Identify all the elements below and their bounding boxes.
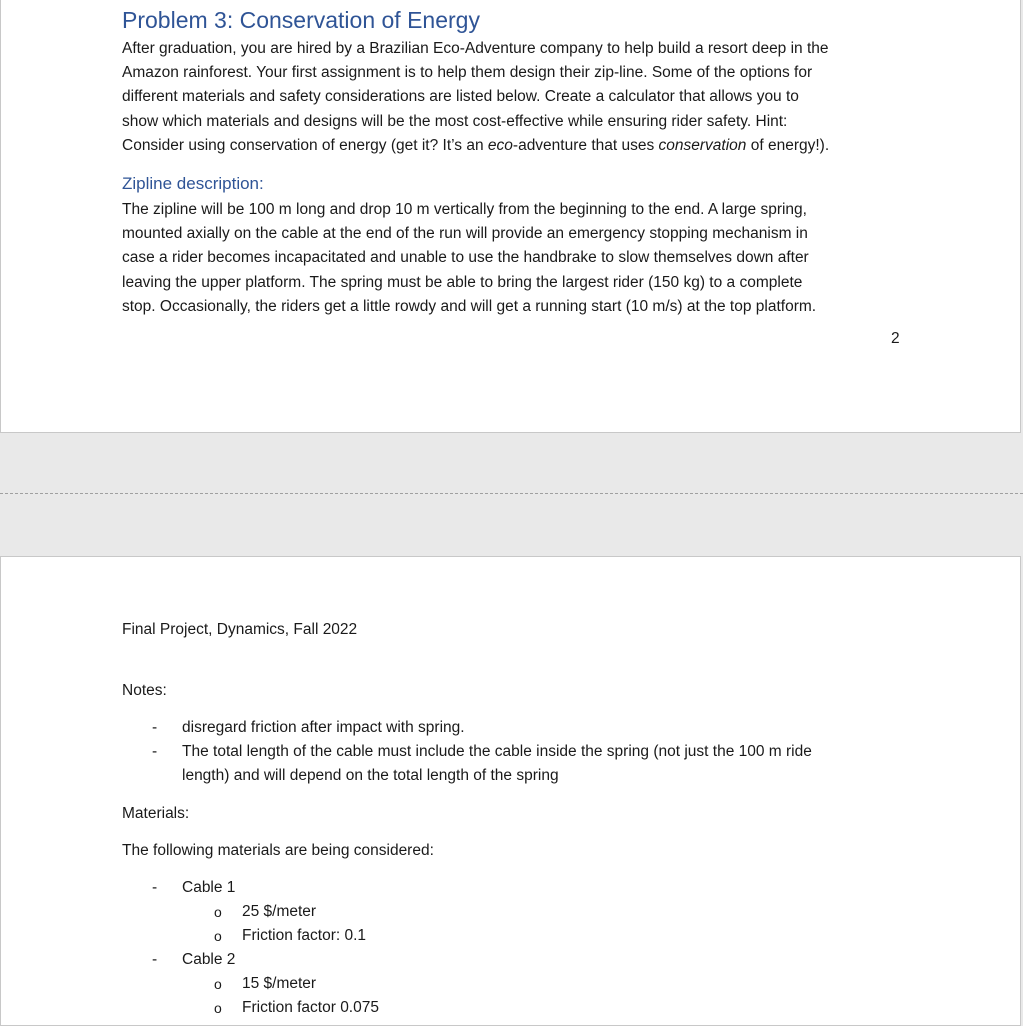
- note-line: length) and will depend on the total length of the spring: [182, 767, 559, 785]
- materials-label: Materials:: [122, 805, 190, 822]
- intro-line-last: [122, 134, 912, 158]
- intro-emphasis-conservation: conservation: [658, 136, 747, 154]
- intro-line: Amazon rainforest. Your first assignment is to help them design their zip-line. Some of the options for: [122, 64, 813, 82]
- note-item: [182, 716, 465, 740]
- zipline-line: stop. Occasionally, the riders get a little rowdy and will get a running start (10 m/s) at the top platform.: [122, 297, 817, 315]
- cable-name: Cable 2: [182, 951, 236, 968]
- dash-bullet: -: [152, 879, 158, 896]
- circle-bullet: o: [214, 904, 222, 920]
- page-number: 2: [891, 330, 900, 347]
- cable-price: 15 $/meter: [242, 975, 317, 992]
- page-break-divider: [0, 493, 1023, 494]
- intro-text: -adventure that uses: [512, 136, 659, 154]
- materials-intro: The following materials are being considered:: [122, 842, 434, 859]
- note-line: disregard friction after impact with spring.: [182, 719, 465, 736]
- intro-emphasis-eco: eco: [487, 136, 513, 154]
- cable-price: 25 $/meter: [242, 903, 317, 920]
- notes-label: Notes:: [122, 682, 167, 699]
- note-item: [182, 740, 812, 789]
- intro-paragraph: [122, 37, 912, 158]
- dash-bullet: -: [152, 951, 158, 968]
- circle-bullet: o: [214, 1000, 222, 1016]
- circle-bullet: o: [214, 976, 222, 992]
- cable-name: Cable 1: [182, 879, 236, 896]
- zipline-line: case a rider becomes incapacitated and unable to use the handbrake to slow themselves down after: [122, 249, 809, 267]
- intro-line: different materials and safety considerations are listed below. Create a calculator that allows you to: [122, 88, 799, 106]
- document-page-2: [0, 0, 1021, 433]
- zipline-line: leaving the upper platform. The spring must be able to bring the largest rider (150 kg) to a complete: [122, 273, 803, 291]
- cable-friction: Friction factor: 0.1: [242, 927, 367, 944]
- intro-text: Consider using conservation of energy (get it? It’s an: [122, 136, 488, 154]
- note-line: The total length of the cable must include the cable inside the spring (not just the 100 m ride: [182, 743, 812, 760]
- circle-bullet: o: [214, 928, 222, 944]
- document-page-3: [0, 556, 1021, 1026]
- intro-line: show which materials and designs will be the most cost-effective while ensuring rider safety. Hint:: [122, 112, 788, 130]
- dash-bullet: -: [152, 743, 158, 760]
- zipline-line: The zipline will be 100 m long and drop 10 m vertically from the beginning to the end. A large spring,: [122, 201, 807, 218]
- intro-line: After graduation, you are hired by a Brazilian Eco-Adventure company to help build a resort deep in the: [122, 40, 829, 57]
- page-header: Final Project, Dynamics, Fall 2022: [122, 621, 358, 638]
- zipline-line: mounted axially on the cable at the end of the run will provide an emergency stopping mechanism in: [122, 225, 808, 243]
- zipline-paragraph: [122, 198, 912, 319]
- intro-text: of energy!).: [746, 136, 830, 154]
- problem-title: Problem 3: Conservation of Energy: [122, 7, 480, 33]
- dash-bullet: -: [152, 719, 158, 736]
- zipline-subtitle: Zipline description:: [122, 174, 264, 193]
- cable-friction: Friction factor 0.075: [242, 999, 379, 1016]
